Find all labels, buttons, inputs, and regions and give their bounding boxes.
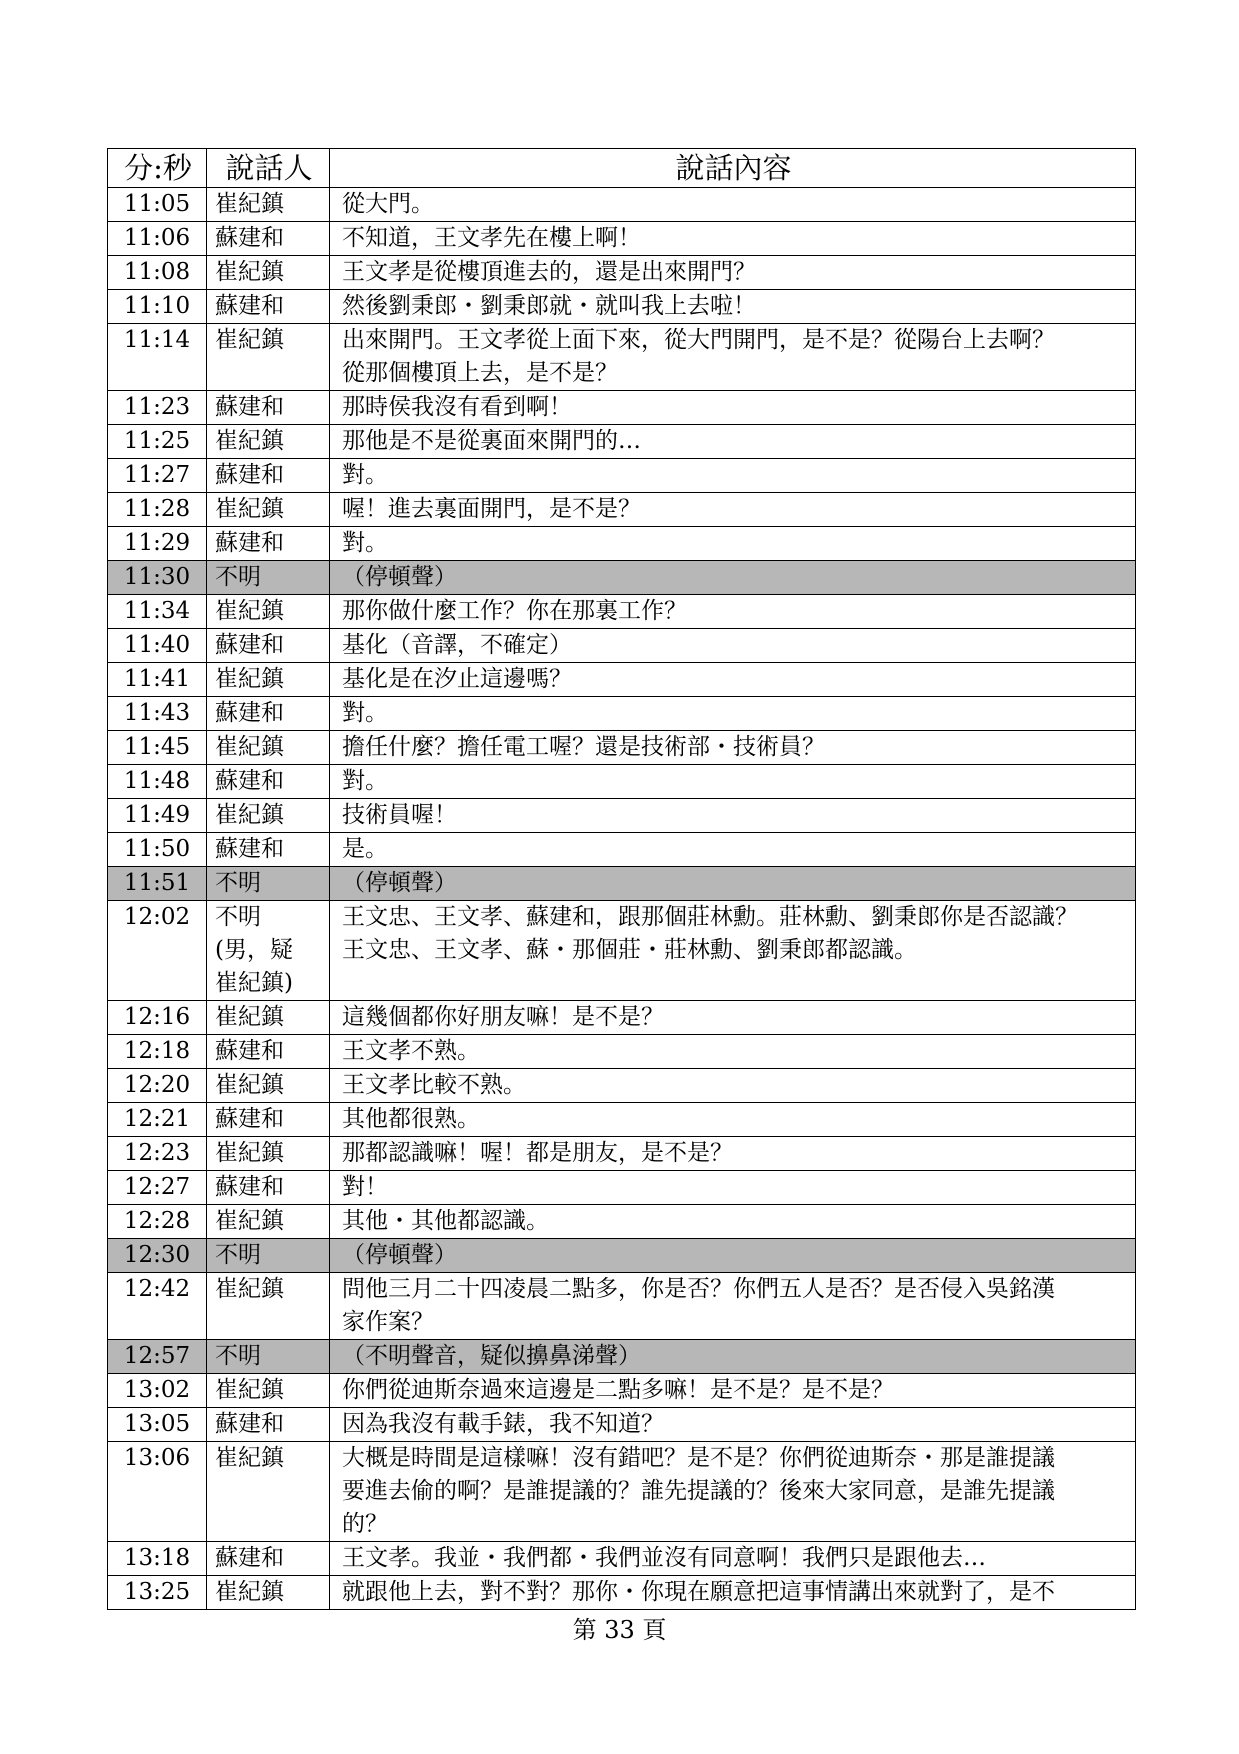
row-content: 對！ bbox=[330, 1171, 1136, 1205]
row-time: 11:40 bbox=[108, 629, 207, 663]
row-speaker: 蘇建和 bbox=[207, 1408, 330, 1442]
row-time: 12:20 bbox=[108, 1069, 207, 1103]
table-row bbox=[108, 663, 1136, 697]
table-header-row bbox=[108, 149, 1136, 188]
row-speaker: 蘇建和 bbox=[207, 222, 330, 256]
row-content: 大概是時間是這樣嘛！沒有錯吧？是不是？你們從迪斯奈・那是誰提議 要進去偷的啊？是誰提議的？誰先提議的？後來大家同意，是誰先提議 的？ bbox=[330, 1442, 1136, 1542]
row-content: 喔！進去裏面開門，是不是？ bbox=[330, 493, 1136, 527]
row-content: 擔任什麼？擔任電工喔？還是技術部・技術員？ bbox=[330, 731, 1136, 765]
row-content: 王文忠、王文孝、蘇建和，跟那個莊林勳。莊林勳、劉秉郎你是否認識？ 王文忠、王文孝、蘇・那個莊・莊林勳、劉秉郎都認識。 bbox=[330, 901, 1136, 1001]
row-speaker: 崔紀鎮 bbox=[207, 1576, 330, 1610]
row-speaker: 崔紀鎮 bbox=[207, 493, 330, 527]
row-speaker: 不明 bbox=[207, 561, 330, 595]
table-row bbox=[108, 1273, 1136, 1340]
table-row bbox=[108, 697, 1136, 731]
row-content: 那他是不是從裏面來開門的… bbox=[330, 425, 1136, 459]
table-row bbox=[108, 222, 1136, 256]
row-speaker: 不明 bbox=[207, 867, 330, 901]
row-speaker: 蘇建和 bbox=[207, 833, 330, 867]
row-time: 11:06 bbox=[108, 222, 207, 256]
table-row bbox=[108, 425, 1136, 459]
transcript-rows bbox=[108, 188, 1136, 1610]
row-speaker: 崔紀鎮 bbox=[207, 256, 330, 290]
row-speaker: 不明 bbox=[207, 1340, 330, 1374]
table-row bbox=[108, 799, 1136, 833]
table-row bbox=[108, 731, 1136, 765]
row-time: 11:28 bbox=[108, 493, 207, 527]
row-speaker: 蘇建和 bbox=[207, 697, 330, 731]
table-row bbox=[108, 1103, 1136, 1137]
row-content: 王文孝不熟。 bbox=[330, 1035, 1136, 1069]
row-content: （停頓聲） bbox=[330, 867, 1136, 901]
row-time: 11:30 bbox=[108, 561, 207, 595]
row-time: 11:34 bbox=[108, 595, 207, 629]
header-speaker: 說話人 bbox=[207, 149, 330, 188]
table-row bbox=[108, 1576, 1136, 1610]
row-time: 11:48 bbox=[108, 765, 207, 799]
row-speaker: 崔紀鎮 bbox=[207, 1205, 330, 1239]
row-content: 出來開門。王文孝從上面下來，從大門開門，是不是？從陽台上去啊？ 從那個樓頂上去，是不是？ bbox=[330, 324, 1136, 391]
row-time: 12:02 bbox=[108, 901, 207, 1001]
row-content: 因為我沒有載手錶，我不知道？ bbox=[330, 1408, 1136, 1442]
table-row bbox=[108, 595, 1136, 629]
row-speaker: 崔紀鎮 bbox=[207, 663, 330, 697]
table-row bbox=[108, 867, 1136, 901]
table-row bbox=[108, 765, 1136, 799]
header-content: 說話內容 bbox=[330, 149, 1136, 188]
row-speaker: 崔紀鎮 bbox=[207, 188, 330, 222]
row-time: 11:45 bbox=[108, 731, 207, 765]
row-content: 對。 bbox=[330, 459, 1136, 493]
row-speaker: 蘇建和 bbox=[207, 527, 330, 561]
row-time: 12:16 bbox=[108, 1001, 207, 1035]
row-content: 問他三月二十四凌晨二點多，你是否？你們五人是否？是否侵入吳銘漢 家作案？ bbox=[330, 1273, 1136, 1340]
row-speaker: 蘇建和 bbox=[207, 629, 330, 663]
row-content: （停頓聲） bbox=[330, 561, 1136, 595]
table-row bbox=[108, 1239, 1136, 1273]
table-row bbox=[108, 1442, 1136, 1542]
row-time: 11:05 bbox=[108, 188, 207, 222]
table-row bbox=[108, 1542, 1136, 1576]
row-time: 12:27 bbox=[108, 1171, 207, 1205]
table-row bbox=[108, 493, 1136, 527]
table-row bbox=[108, 1069, 1136, 1103]
table-row bbox=[108, 290, 1136, 324]
table-row bbox=[108, 1340, 1136, 1374]
row-content: 王文孝比較不熟。 bbox=[330, 1069, 1136, 1103]
row-content: 其他都很熟。 bbox=[330, 1103, 1136, 1137]
row-content: 基化（音譯，不確定） bbox=[330, 629, 1136, 663]
row-speaker: 崔紀鎮 bbox=[207, 324, 330, 391]
row-time: 12:57 bbox=[108, 1340, 207, 1374]
table-row bbox=[108, 1001, 1136, 1035]
table-row bbox=[108, 1408, 1136, 1442]
row-speaker: 崔紀鎮 bbox=[207, 1001, 330, 1035]
table-row bbox=[108, 901, 1136, 1001]
row-content: 對。 bbox=[330, 697, 1136, 731]
row-content: 那時侯我沒有看到啊！ bbox=[330, 391, 1136, 425]
row-content: 基化是在汐止這邊嗎？ bbox=[330, 663, 1136, 697]
row-time: 11:51 bbox=[108, 867, 207, 901]
row-content: 對。 bbox=[330, 527, 1136, 561]
table-row bbox=[108, 1035, 1136, 1069]
table-row bbox=[108, 391, 1136, 425]
row-speaker: 不明 (男，疑 崔紀鎮) bbox=[207, 901, 330, 1001]
row-time: 12:18 bbox=[108, 1035, 207, 1069]
row-time: 12:42 bbox=[108, 1273, 207, 1340]
row-time: 11:23 bbox=[108, 391, 207, 425]
table-row bbox=[108, 629, 1136, 663]
row-time: 11:41 bbox=[108, 663, 207, 697]
row-content: 不知道，王文孝先在樓上啊！ bbox=[330, 222, 1136, 256]
row-content: 從大門。 bbox=[330, 188, 1136, 222]
row-time: 11:08 bbox=[108, 256, 207, 290]
row-speaker: 崔紀鎮 bbox=[207, 1069, 330, 1103]
table-row bbox=[108, 1137, 1136, 1171]
row-content: 就跟他上去，對不對？那你・你現在願意把這事情講出來就對了，是不 bbox=[330, 1576, 1136, 1610]
row-time: 11:14 bbox=[108, 324, 207, 391]
row-speaker: 崔紀鎮 bbox=[207, 1374, 330, 1408]
row-content: 技術員喔！ bbox=[330, 799, 1136, 833]
row-time: 13:05 bbox=[108, 1408, 207, 1442]
table-row bbox=[108, 1374, 1136, 1408]
table-row bbox=[108, 324, 1136, 391]
row-speaker: 崔紀鎮 bbox=[207, 595, 330, 629]
row-content: 王文孝是從樓頂進去的，還是出來開門？ bbox=[330, 256, 1136, 290]
transcript-table bbox=[107, 148, 1136, 1610]
row-speaker: 蘇建和 bbox=[207, 391, 330, 425]
row-content: （停頓聲） bbox=[330, 1239, 1136, 1273]
row-time: 12:28 bbox=[108, 1205, 207, 1239]
table-row bbox=[108, 1171, 1136, 1205]
row-content: 對。 bbox=[330, 765, 1136, 799]
table-row bbox=[108, 459, 1136, 493]
row-time: 11:27 bbox=[108, 459, 207, 493]
row-time: 11:50 bbox=[108, 833, 207, 867]
row-speaker: 不明 bbox=[207, 1239, 330, 1273]
row-time: 12:30 bbox=[108, 1239, 207, 1273]
table-row bbox=[108, 256, 1136, 290]
row-speaker: 崔紀鎮 bbox=[207, 799, 330, 833]
row-content: 其他・其他都認識。 bbox=[330, 1205, 1136, 1239]
row-content: 這幾個都你好朋友嘛！是不是？ bbox=[330, 1001, 1136, 1035]
row-speaker: 崔紀鎮 bbox=[207, 1137, 330, 1171]
row-time: 11:25 bbox=[108, 425, 207, 459]
table-row bbox=[108, 833, 1136, 867]
row-time: 11:49 bbox=[108, 799, 207, 833]
row-content: 那你做什麼工作？你在那裏工作？ bbox=[330, 595, 1136, 629]
page-number: 第 33 頁 bbox=[572, 1616, 667, 1644]
row-time: 13:18 bbox=[108, 1542, 207, 1576]
row-content: 是。 bbox=[330, 833, 1136, 867]
row-time: 12:23 bbox=[108, 1137, 207, 1171]
row-speaker: 蘇建和 bbox=[207, 459, 330, 493]
table-row bbox=[108, 188, 1136, 222]
row-speaker: 崔紀鎮 bbox=[207, 1442, 330, 1542]
row-time: 13:02 bbox=[108, 1374, 207, 1408]
table-row bbox=[108, 527, 1136, 561]
row-time: 13:25 bbox=[108, 1576, 207, 1610]
row-time: 11:29 bbox=[108, 527, 207, 561]
row-content: 那都認識嘛！喔！都是朋友，是不是？ bbox=[330, 1137, 1136, 1171]
row-speaker: 蘇建和 bbox=[207, 1542, 330, 1576]
row-time: 11:10 bbox=[108, 290, 207, 324]
row-time: 11:43 bbox=[108, 697, 207, 731]
row-speaker: 崔紀鎮 bbox=[207, 1273, 330, 1340]
row-content: 然後劉秉郎・劉秉郎就・就叫我上去啦！ bbox=[330, 290, 1136, 324]
row-content: 王文孝。我並・我們都・我們並沒有同意啊！我們只是跟他去… bbox=[330, 1542, 1136, 1576]
row-time: 12:21 bbox=[108, 1103, 207, 1137]
row-speaker: 崔紀鎮 bbox=[207, 731, 330, 765]
row-content: 你們從迪斯奈過來這邊是二點多嘛！是不是？是不是？ bbox=[330, 1374, 1136, 1408]
row-content: （不明聲音，疑似擤鼻涕聲） bbox=[330, 1340, 1136, 1374]
table-row bbox=[108, 561, 1136, 595]
table-row bbox=[108, 1205, 1136, 1239]
row-speaker: 蘇建和 bbox=[207, 1035, 330, 1069]
row-speaker: 蘇建和 bbox=[207, 1103, 330, 1137]
row-speaker: 蘇建和 bbox=[207, 290, 330, 324]
header-time: 分:秒 bbox=[108, 149, 207, 188]
row-speaker: 蘇建和 bbox=[207, 765, 330, 799]
row-speaker: 蘇建和 bbox=[207, 1171, 330, 1205]
row-time: 13:06 bbox=[108, 1442, 207, 1542]
row-speaker: 崔紀鎮 bbox=[207, 425, 330, 459]
